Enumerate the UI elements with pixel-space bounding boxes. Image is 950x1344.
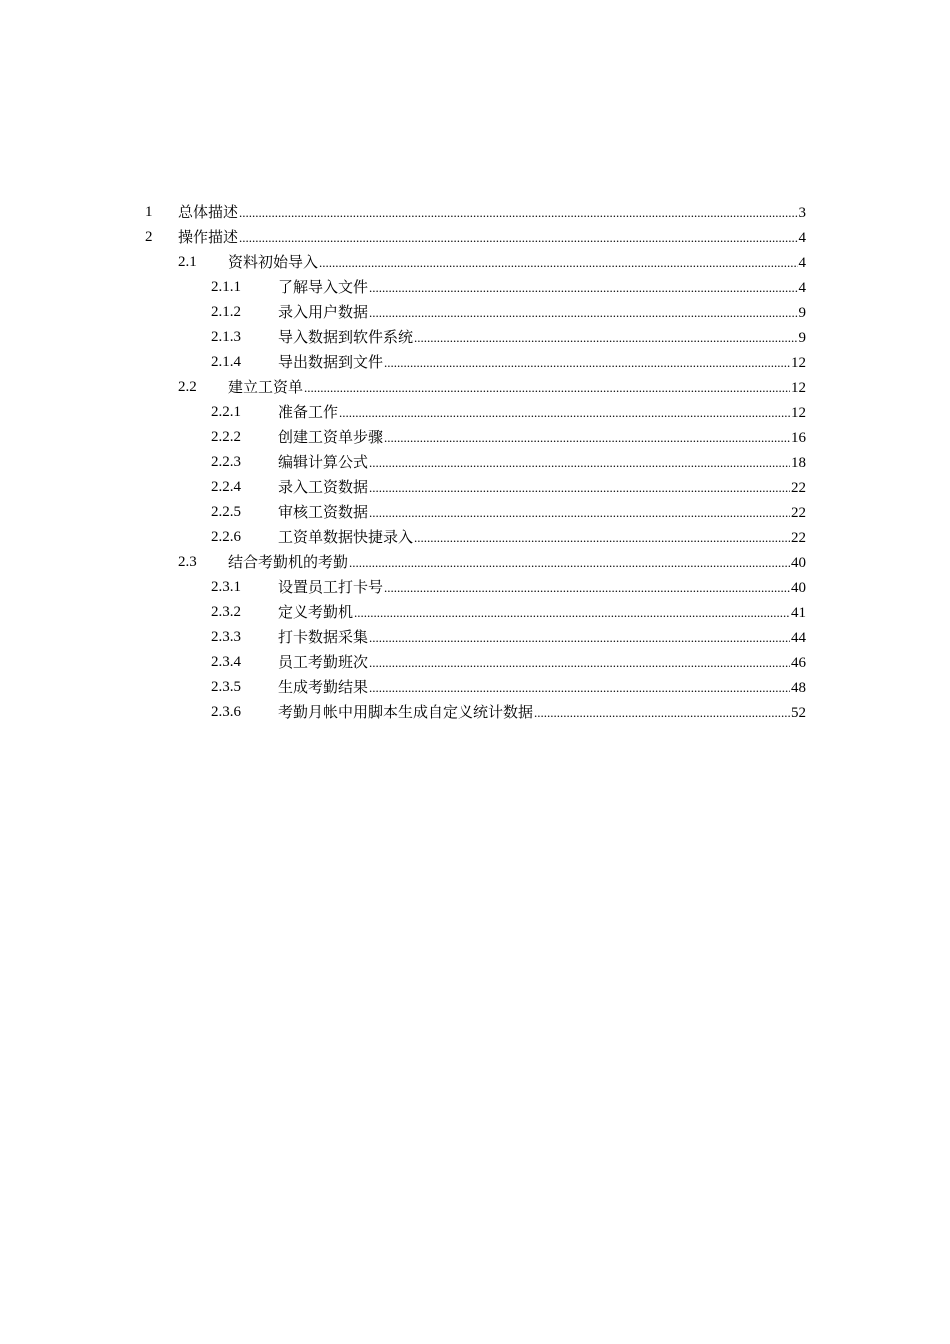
toc-entry-page: 3 <box>798 205 806 221</box>
toc-entry[interactable] <box>145 625 806 650</box>
toc-entry-page: 48 <box>791 680 806 696</box>
dot-leader <box>349 550 790 575</box>
toc-entry-title: 录入工资数据 <box>278 480 369 496</box>
dot-leader <box>369 650 790 675</box>
toc-entry-page: 40 <box>791 555 806 571</box>
toc-entry-page: 44 <box>791 630 806 646</box>
dot-leader <box>369 675 790 700</box>
toc-entry[interactable] <box>145 700 806 725</box>
dot-leader <box>239 225 797 250</box>
toc-entry[interactable] <box>145 650 806 675</box>
dot-leader <box>384 575 790 600</box>
toc-entry-number: 2.3.2 <box>211 604 241 620</box>
toc-entry-page: 12 <box>791 355 806 371</box>
toc-entry-page: 16 <box>791 430 806 446</box>
dot-leader <box>384 425 790 450</box>
toc-entry-title: 结合考勤机的考勤 <box>228 555 349 571</box>
toc-entry-title: 考勤月帐中用脚本生成自定义统计数据 <box>278 705 534 721</box>
toc-entry-page: 4 <box>798 230 806 246</box>
toc-entry-number: 2.2 <box>178 379 197 395</box>
toc-entry-page: 12 <box>791 405 806 421</box>
toc-entry-page: 22 <box>791 530 806 546</box>
toc-entry-page: 4 <box>798 280 806 296</box>
dot-leader <box>339 400 790 425</box>
toc-entry-title: 创建工资单步骤 <box>278 430 384 446</box>
toc-entry-title: 操作描述 <box>178 230 239 246</box>
toc-entry-title: 了解导入文件 <box>278 280 369 296</box>
toc-entry-number: 2.1.4 <box>211 354 241 370</box>
dot-leader <box>369 475 790 500</box>
toc-entry-page: 18 <box>791 455 806 471</box>
toc-entry[interactable] <box>145 600 806 625</box>
toc-entry-title: 资料初始导入 <box>228 255 319 271</box>
dot-leader <box>414 325 797 350</box>
toc-entry[interactable] <box>145 300 806 325</box>
toc-entry-number: 2.3.1 <box>211 579 241 595</box>
dot-leader <box>414 525 790 550</box>
toc-entry-number: 2.2.3 <box>211 454 241 470</box>
toc-entry-page: 46 <box>791 655 806 671</box>
toc-entry-number: 2.3.5 <box>211 679 241 695</box>
toc-entry-page: 41 <box>791 605 806 621</box>
toc-entry-title: 导入数据到软件系统 <box>278 330 414 346</box>
toc-entry-title: 定义考勤机 <box>278 605 354 621</box>
toc-entry-title: 导出数据到文件 <box>278 355 384 371</box>
dot-leader <box>304 375 790 400</box>
toc-entry-title: 总体描述 <box>178 205 239 221</box>
dot-leader <box>369 450 790 475</box>
toc-entry-number: 2.3.4 <box>211 654 241 670</box>
toc-entry-number: 1 <box>145 204 153 220</box>
toc-entry-title: 准备工作 <box>278 405 339 421</box>
toc-entry-number: 2.3.6 <box>211 704 241 720</box>
toc-entry-page: 12 <box>791 380 806 396</box>
toc-entry-number: 2.2.1 <box>211 404 241 420</box>
dot-leader <box>319 250 797 275</box>
toc-entry-page: 52 <box>791 705 806 721</box>
toc-entry-number: 2.1 <box>178 254 197 270</box>
toc-entry-title: 工资单数据快捷录入 <box>278 530 414 546</box>
toc-entry[interactable] <box>145 375 806 400</box>
toc-entry[interactable] <box>145 325 806 350</box>
dot-leader <box>369 500 790 525</box>
toc-entry-number: 2 <box>145 229 153 245</box>
toc-entry-page: 9 <box>798 330 806 346</box>
dot-leader <box>369 625 790 650</box>
toc-entry-title: 审核工资数据 <box>278 505 369 521</box>
toc-entry-title: 编辑计算公式 <box>278 455 369 471</box>
toc-entry-page: 22 <box>791 505 806 521</box>
toc-entry-title: 设置员工打卡号 <box>278 580 384 596</box>
dot-leader <box>384 350 790 375</box>
toc-entry-page: 22 <box>791 480 806 496</box>
toc-entry[interactable] <box>145 675 806 700</box>
toc-entry[interactable] <box>145 250 806 275</box>
table-of-contents <box>145 200 806 725</box>
dot-leader <box>369 275 797 300</box>
toc-entry-title: 打卡数据采集 <box>278 630 369 646</box>
dot-leader <box>369 300 797 325</box>
toc-entry-number: 2.1.1 <box>211 279 241 295</box>
toc-entry[interactable] <box>145 400 806 425</box>
toc-entry[interactable] <box>145 550 806 575</box>
toc-entry[interactable] <box>145 450 806 475</box>
toc-entry[interactable] <box>145 525 806 550</box>
toc-entry[interactable] <box>145 200 806 225</box>
toc-entry-page: 9 <box>798 305 806 321</box>
toc-entry-page: 4 <box>798 255 806 271</box>
toc-entry[interactable] <box>145 350 806 375</box>
toc-entry[interactable] <box>145 475 806 500</box>
toc-entry-number: 2.2.4 <box>211 479 241 495</box>
toc-entry-page: 40 <box>791 580 806 596</box>
toc-entry-number: 2.1.3 <box>211 329 241 345</box>
toc-entry[interactable] <box>145 500 806 525</box>
toc-entry-title: 员工考勤班次 <box>278 655 369 671</box>
dot-leader <box>239 200 797 225</box>
toc-entry-number: 2.2.2 <box>211 429 241 445</box>
toc-entry-number: 2.2.5 <box>211 504 241 520</box>
toc-entry[interactable] <box>145 575 806 600</box>
toc-entry-number: 2.3.3 <box>211 629 241 645</box>
toc-entry[interactable] <box>145 225 806 250</box>
toc-entry-number: 2.1.2 <box>211 304 241 320</box>
toc-entry[interactable] <box>145 275 806 300</box>
dot-leader <box>354 600 790 625</box>
toc-entry-number: 2.3 <box>178 554 197 570</box>
dot-leader <box>534 700 790 725</box>
toc-entry-number: 2.2.6 <box>211 529 241 545</box>
toc-entry[interactable] <box>145 425 806 450</box>
toc-entry-title: 录入用户数据 <box>278 305 369 321</box>
toc-entry-title: 生成考勤结果 <box>278 680 369 696</box>
toc-entry-title: 建立工资单 <box>228 380 304 396</box>
